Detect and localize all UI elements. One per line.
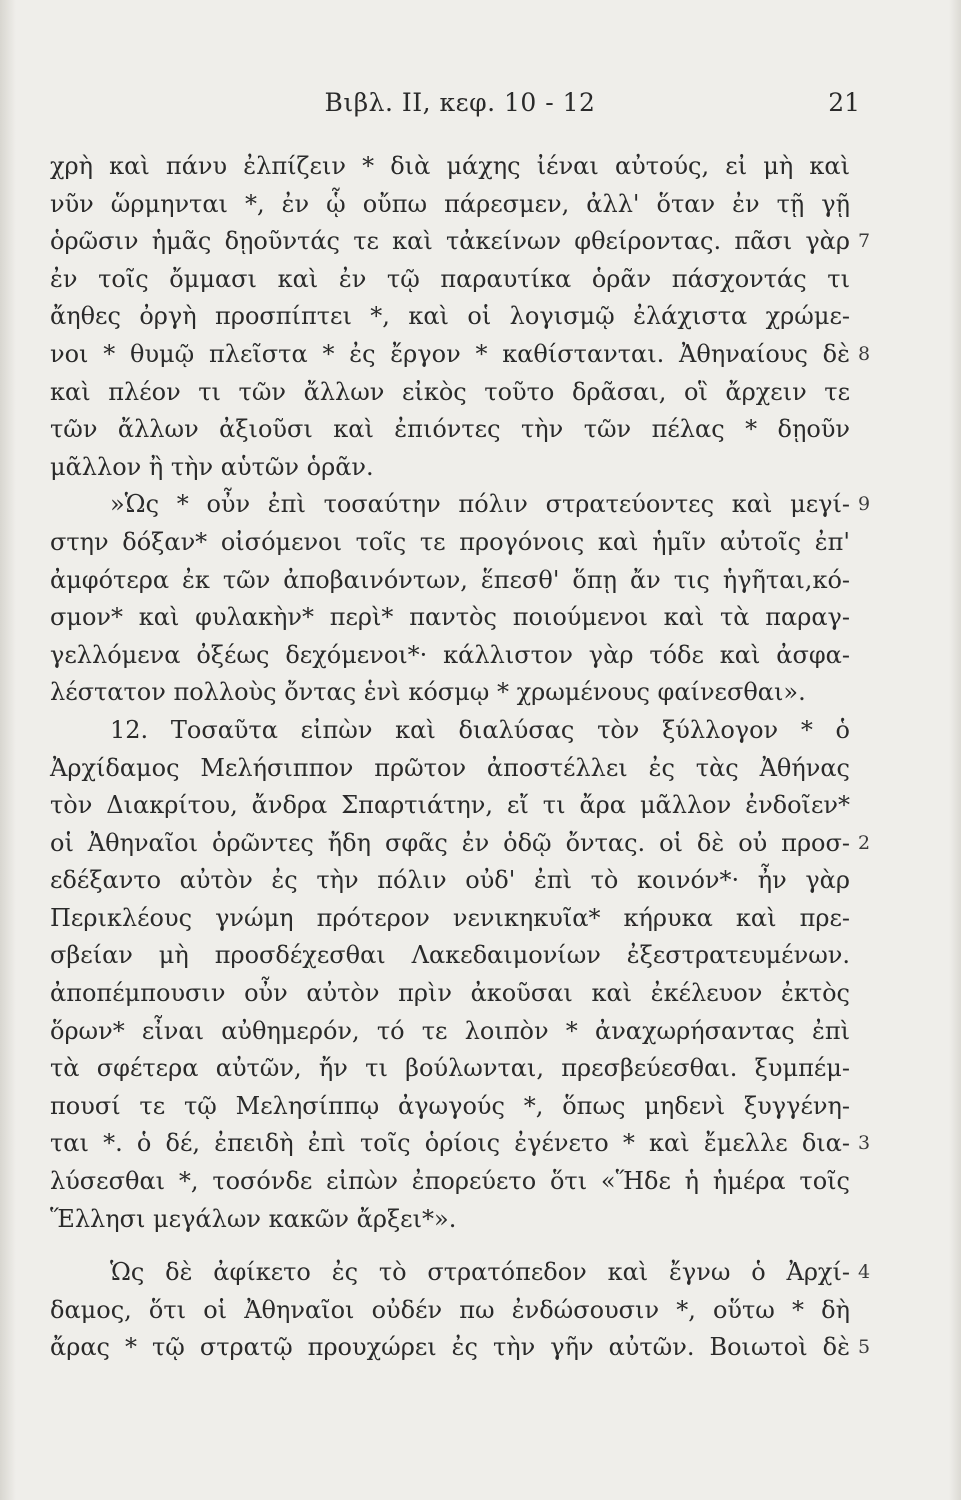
line-text: ὁρῶσιν ἡμᾶς δῃοῦντάς τε καὶ τἀκείνων φθείροντας. πᾶσι γὰρ bbox=[50, 227, 850, 256]
line-text: χρὴ καὶ πάνυ ἐλπίζειν * διὰ μάχης ἰέναι αὐτούς, εἰ μὴ καὶ bbox=[50, 152, 850, 180]
line-text: ἄρας * τῷ στρατῷ προυχώρει ἐς τὴν γῆν αὐτῶν. Βοιωτοὶ δὲ bbox=[50, 1333, 850, 1362]
running-head: Βιβλ. ΙΙ, κεφ. 10 - 12 bbox=[324, 88, 596, 117]
text-line bbox=[50, 148, 850, 186]
line-text: μᾶλλον ἢ τὴν αὑτῶν ὁρᾶν. bbox=[50, 452, 374, 481]
text-line bbox=[50, 787, 850, 825]
line-text: Ὡς δὲ ἀφίκετο ἐς τὸ στρατόπεδον καὶ ἔγνω ὁ Ἀρχί- bbox=[110, 1258, 850, 1287]
margin-section-number: 5 bbox=[858, 1336, 871, 1359]
margin-section-number: 4 bbox=[858, 1261, 871, 1284]
text-line bbox=[50, 449, 850, 487]
line-text: Ἕλλησι μεγάλων κακῶν ἄρξει*». bbox=[50, 1204, 457, 1233]
line-text: Περικλέους γνώμη πρότερον νενικηκυῖα* κήρυκα καὶ πρε- bbox=[50, 903, 850, 932]
line-text: οἱ Ἀθηναῖοι ὁρῶντες ἤδη σφᾶς ἐν ὁδῷ ὄντας. οἱ δὲ οὐ προσ- bbox=[50, 828, 850, 857]
text-line bbox=[50, 674, 850, 712]
text-line bbox=[50, 336, 871, 374]
line-text: λύσεσθαι *, τοσόνδε εἰπὼν ἐπορεύετο ὅτι «Ἥδε ἡ ἡμέρα τοῖς bbox=[50, 1167, 850, 1196]
page-edge-right bbox=[949, 0, 961, 1500]
line-text: νῦν ὥρμηνται *, ἐν ᾧ οὔπω πάρεσμεν, ἀλλ' ὅταν ἐν τῇ γῇ bbox=[50, 189, 850, 218]
text-line bbox=[50, 1329, 871, 1367]
text-line bbox=[50, 712, 850, 750]
text-line bbox=[50, 637, 850, 675]
text-line bbox=[50, 486, 871, 524]
line-text: δαμος, ὅτι οἱ Ἀθηναῖοι οὐδέν πω ἐνδώσουσιν *, οὕτω * δὴ bbox=[50, 1295, 850, 1324]
text-line bbox=[50, 1013, 850, 1051]
text-line bbox=[50, 862, 850, 900]
line-text: τὰ σφέτερα αὐτῶν, ἤν τι βούλωνται, πρεσβεύεσθαι. ξυμπέμ- bbox=[50, 1054, 850, 1083]
text-line bbox=[50, 374, 850, 412]
text-line bbox=[50, 1125, 871, 1163]
text-line bbox=[50, 261, 850, 299]
line-text: 12. Τοσαῦτα εἰπὼν καὶ διαλύσας τὸν ξύλλογον * ὁ bbox=[110, 715, 850, 744]
line-text: ται *. ὁ δέ, ἐπειδὴ ἐπὶ τοῖς ὁρίοις ἐγένετο * καὶ ἔμελλε δια- bbox=[50, 1129, 850, 1158]
page-number: 21 bbox=[828, 88, 860, 117]
text-line bbox=[50, 900, 850, 938]
line-text: σμον* καὶ φυλακὴν* περὶ* παντὸς ποιούμενοι καὶ τὰ παραγ- bbox=[50, 603, 850, 632]
line-text: Ἀρχίδαμος Μελήσιππον πρῶτον ἀποστέλλει ἐς τὰς Ἀθήνας bbox=[50, 753, 850, 782]
line-text: ὅρων* εἶναι αὐθημερόν, τό τε λοιπὸν * ἀναχωρήσαντας ἐπὶ bbox=[50, 1016, 850, 1045]
text-line bbox=[50, 524, 850, 562]
margin-section-number: 3 bbox=[858, 1132, 871, 1155]
text-line bbox=[50, 223, 871, 261]
text-line bbox=[50, 1050, 850, 1088]
paragraph-gap bbox=[50, 1238, 850, 1254]
line-text: στην δόξαν* οἰσόμενοι τοῖς τε προγόνοις καὶ ἡμῖν αὐτοῖς ἐπ' bbox=[50, 527, 850, 556]
margin-section-number: 8 bbox=[858, 342, 871, 365]
text-line bbox=[50, 825, 871, 863]
text-line bbox=[50, 599, 850, 637]
text-line bbox=[50, 186, 850, 224]
margin-section-number: 2 bbox=[858, 831, 871, 854]
text-line bbox=[50, 411, 850, 449]
text-line bbox=[50, 1088, 850, 1126]
text-line bbox=[50, 750, 850, 788]
line-text: ἀποπέμπουσιν οὖν αὐτὸν πρὶν ἀκοῦσαι καὶ ἐκέλευον ἐκτὸς bbox=[50, 979, 850, 1008]
line-text: »Ὡς * οὖν ἐπὶ τοσαύτην πόλιν στρατεύοντες καὶ μεγί- bbox=[110, 490, 850, 519]
line-text: τὸν Διακρίτου, ἄνδρα Σπαρτιάτην, εἴ τι ἄρα μᾶλλον ἐνδοῖεν* bbox=[50, 791, 850, 820]
text-block bbox=[50, 148, 871, 1367]
margin-section-number: 9 bbox=[858, 493, 871, 516]
line-text: ἄηθες ὀργὴ προσπίπτει *, καὶ οἱ λογισμῷ ἐλάχιστα χρώμε- bbox=[50, 302, 850, 331]
line-text: νοι * θυμῷ πλεῖστα * ἐς ἔργον * καθίστανται. Ἀθηναίους δὲ bbox=[50, 339, 850, 368]
margin-section-number: 7 bbox=[858, 230, 871, 253]
text-line bbox=[50, 562, 850, 600]
text-line bbox=[50, 937, 850, 975]
line-text: τῶν ἄλλων ἀξιοῦσι καὶ ἐπιόντες τὴν τῶν πέλας * δῃοῦν bbox=[50, 415, 850, 444]
text-line bbox=[50, 298, 850, 336]
text-line bbox=[50, 1292, 850, 1330]
line-text: ἐν τοῖς ὄμμασι καὶ ἐν τῷ παραυτίκα ὁρᾶν πάσχοντάς τι bbox=[50, 264, 850, 293]
page-edge-left bbox=[0, 0, 16, 1500]
text-line bbox=[50, 975, 850, 1013]
line-text: γελλόμενα ὀξέως δεχόμενοι*· κάλλιστον γὰρ τόδε καὶ ἀσφα- bbox=[50, 640, 850, 669]
line-text: πουσί τε τῷ Μελησίππῳ ἀγωγούς *, ὅπως μηδενὶ ξυγγένη- bbox=[50, 1091, 850, 1120]
line-text: σβείαν μὴ προσδέχεσθαι Λακεδαιμονίων ἐξεστρατευμένων. bbox=[50, 941, 850, 970]
page-header bbox=[60, 88, 860, 128]
line-text: λέστατον πολλοὺς ὄντας ἑνὶ κόσμῳ * χρωμένους φαίνεσθαι». bbox=[50, 678, 806, 707]
line-text: ἀμφότερα ἐκ τῶν ἀποβαινόντων, ἕπεσθ' ὅπῃ ἄν τις ἡγῆται,κό- bbox=[50, 565, 850, 594]
text-line bbox=[50, 1163, 850, 1201]
text-line bbox=[50, 1201, 850, 1239]
text-line bbox=[50, 1254, 871, 1292]
line-text: εδέξαντο αὐτὸν ἐς τὴν πόλιν οὐδ' ἐπὶ τὸ κοινόν*· ἦν γὰρ bbox=[50, 866, 850, 895]
line-text: καὶ πλέον τι τῶν ἄλλων εἰκὸς τοῦτο δρᾶσαι, οἳ ἄρχειν τε bbox=[50, 377, 850, 406]
